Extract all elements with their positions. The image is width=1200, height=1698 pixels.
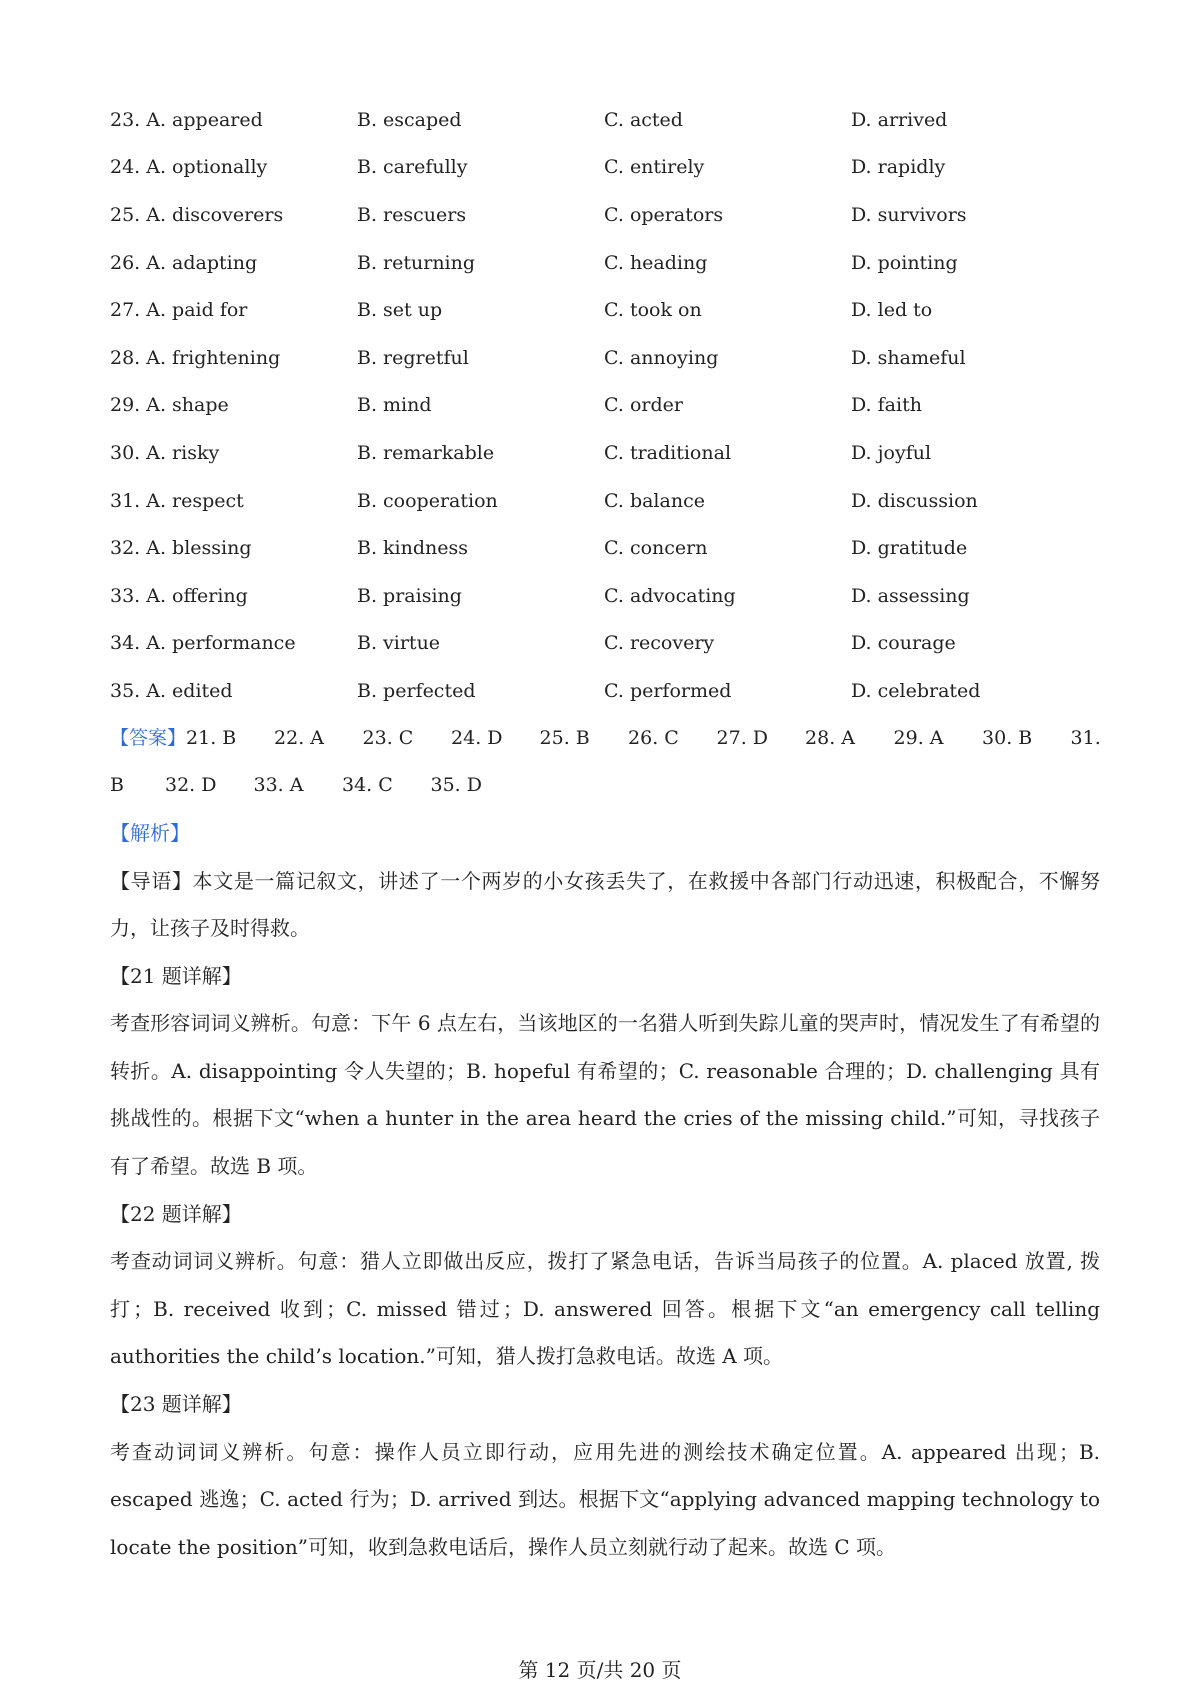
option-row xyxy=(110,334,1100,382)
answer-item: 26. C xyxy=(628,726,679,749)
option-row xyxy=(110,429,1100,477)
option-choice: B. returning xyxy=(357,251,476,274)
option-choice: D. assessing xyxy=(851,584,970,607)
detail-paragraph: 考查形容词词义辨析。句意：下午 6 点左右，当该地区的一名猎人听到失踪儿童的哭声时，情况发生了有希望的转折。A. disappointing 令人失望的；B. hopeful 有希望的；C. reasonable 合理的；D. challenging 具有挑战性的。根据下文“when a hunter in the area heard the cries of the missing child.”可知，寻找孩子有了希望。故选 B 项。 xyxy=(110,1011,1100,1179)
option-row xyxy=(110,96,1100,144)
answer-item: 33. A xyxy=(253,774,304,797)
option-choice: D. pointing xyxy=(851,251,958,274)
detail-paragraph: 考查动词词义辨析。句意：猎人立即做出反应，拨打了紧急电话，告诉当局孩子的位置。A. placed 放置, 拨打；B. received 收到；C. missed 错过；D. answered 回答。根据下文“an emergency call telling authorities the child’s location.”可知，猎人拨打急救电话。故选 A 项。 xyxy=(110,1249,1100,1369)
option-row xyxy=(110,620,1100,668)
option-choice: D. courage xyxy=(851,632,956,655)
option-choice: B. praising xyxy=(357,584,462,607)
option-choice: C. concern xyxy=(604,537,708,560)
answer-item: B xyxy=(110,774,124,797)
page-number: 第 12 页/共 20 页 xyxy=(518,1658,682,1682)
option-choice: B. escaped xyxy=(357,108,462,131)
option-list xyxy=(110,96,1100,715)
option-choice: D. gratitude xyxy=(851,537,968,560)
option-choice: D. survivors xyxy=(851,203,967,226)
option-choice: 28. A. frightening xyxy=(110,346,281,369)
option-choice: B. remarkable xyxy=(357,441,495,464)
option-choice: B. cooperation xyxy=(357,489,498,512)
option-choice: C. annoying xyxy=(604,346,719,369)
option-choice: B. regretful xyxy=(357,346,469,369)
option-choice: B. kindness xyxy=(357,537,469,560)
answer-item: 29. A xyxy=(893,726,944,749)
option-choice: 25. A. discoverers xyxy=(110,203,284,226)
answer-item: 34. C xyxy=(342,774,393,797)
option-choice: C. took on xyxy=(604,299,702,322)
option-row xyxy=(110,524,1100,572)
option-row xyxy=(110,239,1100,287)
detail-sections xyxy=(110,953,1100,1572)
document-body xyxy=(110,96,1100,1571)
option-choice: B. virtue xyxy=(357,632,441,655)
option-choice: B. rescuers xyxy=(357,203,467,226)
option-row xyxy=(110,477,1100,525)
option-choice: D. arrived xyxy=(851,108,948,131)
intro-paragraph: 【导语】本文是一篇记叙文，讲述了一个两岁的小女孩丢失了，在救援中各部门行动迅速，积极配合，不懈努力，让孩子及时得救。 xyxy=(110,868,1100,941)
option-choice: 29. A. shape xyxy=(110,394,229,417)
option-row xyxy=(110,572,1100,620)
option-choice: 31. A. respect xyxy=(110,489,244,512)
answer-tag: 【答案】 xyxy=(110,726,187,749)
option-choice: D. shameful xyxy=(851,346,966,369)
option-choice: C. acted xyxy=(604,108,683,131)
answer-item: 22. A xyxy=(274,726,324,749)
option-choice: B. mind xyxy=(357,394,432,417)
option-choice: 35. A. edited xyxy=(110,679,233,702)
detail-heading: 【21 题详解】 xyxy=(110,963,242,988)
option-choice: C. heading xyxy=(604,251,708,274)
option-choice: C. order xyxy=(604,394,683,417)
option-choice: 26. A. adapting xyxy=(110,251,258,274)
answer-item: 30. B xyxy=(982,726,1033,749)
option-choice: 33. A. offering xyxy=(110,584,248,607)
option-choice: C. traditional xyxy=(604,441,732,464)
option-choice: 27. A. paid for xyxy=(110,299,248,322)
option-choice: D. celebrated xyxy=(851,679,981,702)
answer-line-2 xyxy=(110,762,1100,810)
option-choice: B. set up xyxy=(357,299,443,322)
option-row xyxy=(110,667,1100,715)
option-choice: D. rapidly xyxy=(851,156,946,179)
option-choice: C. recovery xyxy=(604,632,715,655)
option-choice: D. joyful xyxy=(851,441,932,464)
option-row xyxy=(110,382,1100,430)
answer-item: 32. D xyxy=(165,774,217,797)
option-choice: C. operators xyxy=(604,203,724,226)
analysis-tag: 【解析】 xyxy=(110,820,190,845)
option-choice: C. entirely xyxy=(604,156,705,179)
option-choice: C. balance xyxy=(604,489,705,512)
answer-block xyxy=(110,715,1100,810)
option-row xyxy=(110,144,1100,192)
option-choice: 30. A. risky xyxy=(110,441,220,464)
option-choice: 24. A. optionally xyxy=(110,156,268,179)
option-choice: C. performed xyxy=(604,679,732,702)
answer-line-1 xyxy=(110,715,1100,763)
answer-item: 21. B xyxy=(186,726,237,749)
option-choice: D. discussion xyxy=(851,489,978,512)
detail-paragraph: 考查动词词义辨析。句意：操作人员立即行动，应用先进的测绘技术确定位置。A. appeared 出现；B. escaped 逃逸；C. acted 行为；D. arrived 到达。根据下文“applying advanced mapping technology to locate the position”可知，收到急救电话后，操作人员立刻就行动了起来。故选 C 项。 xyxy=(110,1439,1100,1559)
option-choice: D. faith xyxy=(851,394,922,417)
answer-item: 23. C xyxy=(362,726,414,749)
option-choice: D. led to xyxy=(851,299,933,322)
option-choice: 32. A. blessing xyxy=(110,537,252,560)
option-choice: 23. A. appeared xyxy=(110,108,263,131)
answer-item: 24. D xyxy=(451,726,503,749)
answer-item: 27. D xyxy=(716,726,769,749)
option-row xyxy=(110,191,1100,239)
answer-item: 35. D xyxy=(430,774,482,797)
option-row xyxy=(110,286,1100,334)
option-choice: 34. A. performance xyxy=(110,632,296,655)
option-choice: B. carefully xyxy=(357,156,468,179)
detail-heading: 【23 题详解】 xyxy=(110,1392,242,1417)
detail-heading: 【22 题详解】 xyxy=(110,1201,242,1226)
option-choice: C. advocating xyxy=(604,584,736,607)
answer-item: 31. xyxy=(1070,726,1101,749)
answer-item: 25. B xyxy=(539,726,590,749)
option-choice: B. perfected xyxy=(357,679,476,702)
answer-item: 28. A xyxy=(805,726,855,749)
